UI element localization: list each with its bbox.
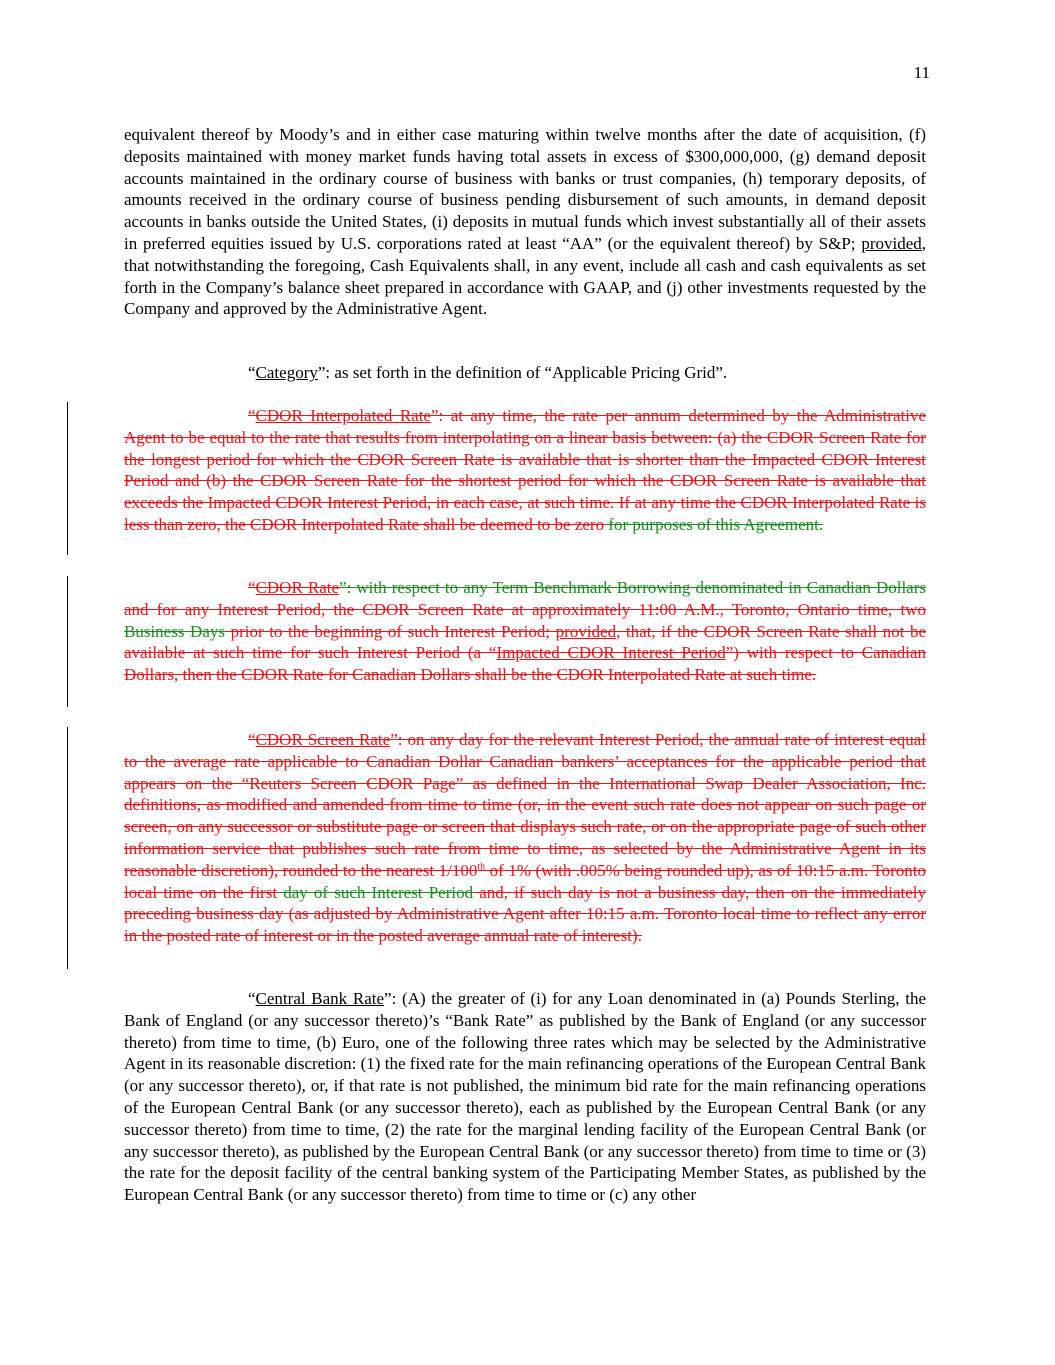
cash-equivalents-text-2: , that notwithstanding the foregoing, Cash Equivalents shall, in any event, include all cash and cash equivalents as set forth in the Company’s balance sheet prepared in accordance with GAAP, and (j) other investments requested by the Company and approved by the Administrative Agent. bbox=[124, 233, 926, 319]
category-text: ”: as set forth in the definition of “Applicable Pricing Grid”. bbox=[317, 363, 728, 382]
open-quote: “ bbox=[248, 989, 256, 1008]
cdor-interpolated-rate-definition bbox=[124, 405, 926, 536]
change-bar bbox=[67, 576, 68, 707]
moved-text: day of such Interest Period bbox=[277, 882, 474, 902]
deleted-text: and, if such day is not a business day, then on the immediately preceding business day (as adjusted by Administrative Agent after 10:15 a.m. Toronto local time to reflect any error in the posted rate of interest or in the posted average annual rate of interest). bbox=[124, 882, 926, 946]
cdor-screen-rate-term: CDOR Screen Rate bbox=[255, 730, 391, 749]
cdor-interpolated-rate-term: CDOR Interpolated Rate bbox=[255, 406, 431, 425]
open-quote: “ bbox=[248, 730, 256, 749]
page-number: 11 bbox=[913, 63, 930, 82]
category-definition bbox=[124, 362, 926, 384]
provided-term: provided bbox=[861, 233, 922, 253]
superscript: th bbox=[477, 861, 486, 873]
deleted-text: , that, if the CDOR Screen Rate shall not be available at such time for such Interest Period (a “ bbox=[124, 621, 926, 663]
moved-text: Business Days bbox=[124, 621, 225, 641]
deleted-text: ”: at any time, the rate per annum determined by the Administrative Agent to be equal to the rate that results from interpolating on a linear basis between: (a) the CDOR Screen Rate for the longest period for which the CDOR Screen Rate is available that is shorter than the Impacted CDOR Interest Period and (b) the CDOR Screen Rate for the shortest period for which the CDOR Screen Rate is available that exceeds the Impacted CDOR Interest Period, in each case, at such time. If at any time the CDOR Interpolated Rate is less than zero, the CDOR Interpolated Rate shall be deemed to be zero bbox=[124, 406, 926, 534]
cdor-rate-term: CDOR Rate bbox=[255, 578, 340, 597]
deleted-text: prior to the beginning of such Interest Period; bbox=[224, 621, 556, 641]
open-quote: “ bbox=[248, 578, 256, 597]
change-bar bbox=[67, 727, 68, 969]
open-quote: “ bbox=[248, 363, 256, 382]
cdor-screen-rate-definition bbox=[124, 729, 926, 947]
open-quote: “ bbox=[248, 406, 256, 425]
deleted-text: ”: on any day for the relevant Interest Period, the annual rate of interest equal to the average rate applicable to Canadian Dollar Canadian bankers’ acceptances for the applicable period that appears on the “Reuters Screen CDOR Page” as defined in the International Swap Dealer Association, Inc. definitions, as modified and amended from time to time (or, in the event such rate does not appear on such page or screen, on any successor or substitute page or screen that displays such rate, or on the appropriate page of such other information service that publishes such rate from time to time, as selected by the Administrative Agent in its reasonable discretion), rounded to the nearest 1/100 bbox=[124, 730, 927, 880]
cdor-rate-definition bbox=[124, 577, 926, 686]
deleted-text: of 1% (with .005% being rounded up), as of 10:15 a.m. Toronto local time on the first bbox=[124, 860, 927, 902]
deleted-text: and for any Interest Period, the CDOR Screen Rate at approximately 11:00 A.M., Toronto, Ontario time, two bbox=[124, 599, 926, 619]
cash-equivalents-continuation bbox=[124, 124, 926, 320]
cash-equivalents-text-1: equivalent thereof by Moody’s and in either case maturing within twelve months after the date of acquisition, (f) deposits maintained with money market funds having total assets in excess of $300,000,000, (g) demand deposit accounts maintained in the ordinary course of business with banks or trust companies, (h) temporary deposits, of amounts received in the ordinary course of business pending disbursement of such amounts, in demand deposit accounts in banks outside the United States, (i) deposits in mutual funds which invest substantially all of their assets in preferred equities issued by U.S. corporations rated at least “AA” (or the equivalent thereof) by S&P; bbox=[124, 125, 926, 253]
central-bank-rate-term: Central Bank Rate bbox=[255, 989, 385, 1008]
impacted-cdor-interest-period-term: Impacted CDOR Interest Period bbox=[496, 643, 726, 663]
provided-term: provided bbox=[555, 621, 617, 641]
moved-text: for purposes of this Agreement. bbox=[604, 514, 824, 534]
central-bank-rate-text: ”: (A) the greater of (i) for any Loan denominated in (a) Pounds Sterling, the Bank of England (or any successor thereto)’s “Bank Rate” as published by the Bank of England (or any successor thereto) from time to time, (b) Euro, one of the following three rates which may be selected by the Administrative Agent in its reasonable discretion: (1) the fixed rate for the main refinancing operations of the European Central Bank (or any successor thereto), or, if that rate is not published, the minimum bid rate for the main refinancing operations of the European Central Bank (or any successor thereto), each as published by the European Central Bank (or any successor thereto) from time to time, (2) the rate for the marginal lending facility of the European Central Bank (or any successor thereto), as published by the European Central Bank (or any successor thereto) from time to time or (3) the rate for the deposit facility of the central banking system of the Participating Member States, as published by the European Central Bank (or any successor thereto) from time to time or (c) any other bbox=[124, 989, 926, 1205]
central-bank-rate-definition bbox=[124, 988, 926, 1206]
change-bar bbox=[67, 402, 68, 555]
moved-text: ”: with respect to any Term Benchmark Borrowing denominated in Canadian Dollars bbox=[339, 578, 927, 597]
category-term: Category bbox=[255, 363, 318, 382]
deleted-text: ”) with respect to Canadian Dollars, then the CDOR Rate for Canadian Dollars shall be the CDOR Interpolated Rate at such time. bbox=[124, 643, 927, 685]
